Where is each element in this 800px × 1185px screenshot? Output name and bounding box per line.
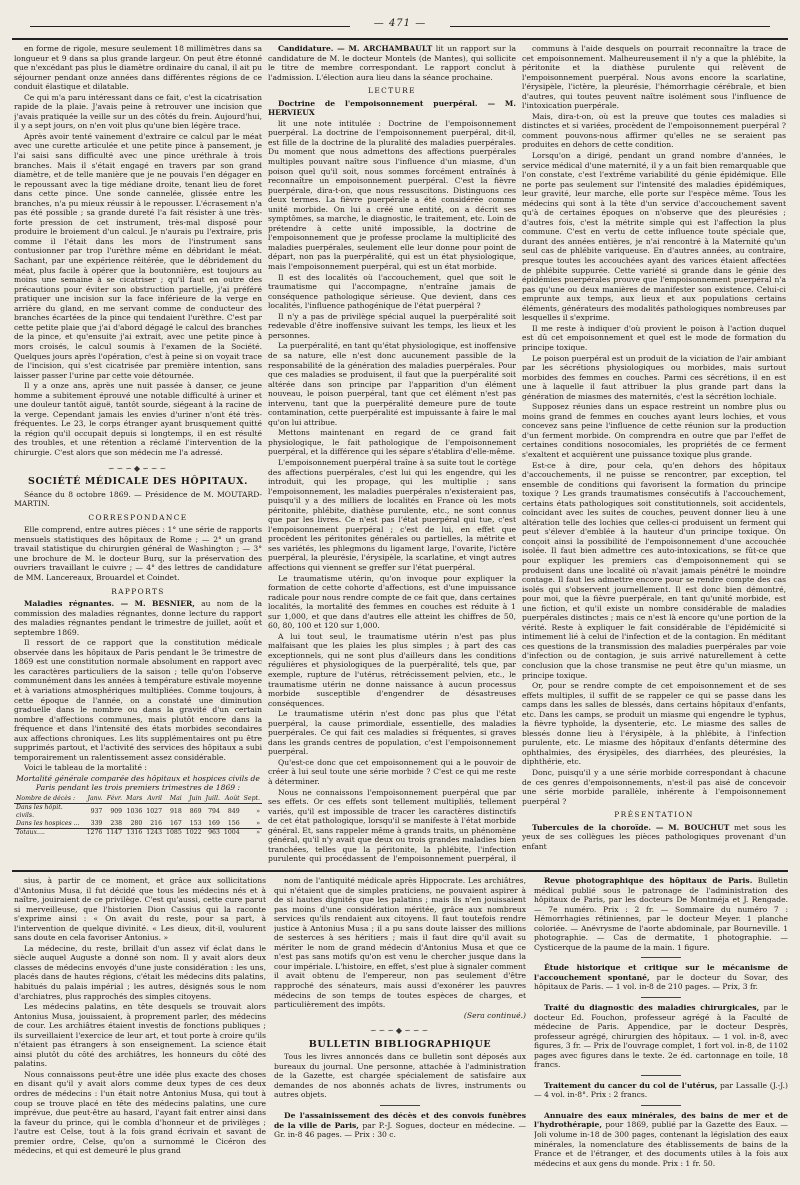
table-header-row (14, 795, 262, 804)
table-cell: 339 (90, 820, 103, 828)
divider (641, 997, 681, 998)
table-cell: 169 (208, 820, 220, 828)
paragraph: Voici le tableau de la mortalité : (24, 763, 147, 773)
table-header: Mars (126, 795, 143, 803)
bottom-column-1 (14, 876, 266, 1181)
table-row (14, 804, 262, 821)
table-row-total (14, 829, 262, 838)
session-line: Séance du 8 octobre 1869. — Présidence de M. MOUTARD-MARTIN. (14, 489, 262, 509)
table-cell: 1022 (185, 829, 202, 837)
paragraph: Il est des localités où l'accouchement, quel que soit le traumatisme qui l'accompagne, n'entraîne jamais de conséquence pathologique sérieuse. Que devient, dans ces localités, l'influence pathogénique de l'état puerpéral ? (268, 272, 516, 311)
paragraph: La médecine, du reste, brillait d'un assez vif éclat dans le siècle auquel Auguste a donné son nom. Il y avait alors deux classes de médecins envoyés d'une juste considération : les uns, placés dans de hautes régions, c'était les médecins dits palatins, habitués du palais impérial ; les autres, désignés sous le nom d'archiatres, plus rapprochés des simples citoyens. (14, 943, 266, 1001)
book-entry (534, 1003, 788, 1070)
paragraph: Le traumatisme utérin n'est donc pas plus que l'état puerpéral, la cause primordiale, essentielle, des maladies puerpérales. Ce qui fait ces maladies si fréquentes, si graves dans les grands centres de population, c'est l'empoisonnement puerpéral. (268, 709, 516, 757)
paragraph: Il ressort de ce rapport que la constitution médicale observée dans les hôpitaux de Paris pendant le 3e trimestre de 1869 est une constitution normale absolument en rapport avec les caractères particuliers de la saison ; telle qu'on l'observe communément dans les années à température estivale moyenne et à variations atmosphériques multipliées. Comme toujours, à cette époque de l'année, on a constaté une diminution graduelle dans le nombre ou dans la gravité d'un certain nombre d'affections communes, mais plutôt encore dans la fréquence et dans l'intensité des états morbides secondaires aux affections chroniques. Les lits supplémentaires ont pu être supprimés partout, et l'activité des services des hôpitaux a subi temporairement un ralentissement assez considérable. (14, 638, 262, 762)
divider (641, 1075, 681, 1076)
page-header (12, 18, 788, 36)
table-cell: 1004 (223, 829, 240, 837)
table-cell: 1027 (146, 808, 163, 816)
paragraph: Or, pour se rendre compte de cet empoisonnement et de ses effets multiples, il suffit de se rappeler ce qui se passe dans les camps dans les salles de blessés, dans certains hôpitaux d'enfants, etc. Dans les camps, se produit un miasme qui engendre le typhus, la fièvre typhoïde, la dysenterie, etc. Le miasme des salles de blessés donne lieu à l'érysipèle, à la phlébite, à l'infection purulente, etc. Le miasme des hôpitaux d'enfants détermine des ophthalmies, des érysipèles, des diarrhées, des pleurésies, la diphthérie, etc. (522, 681, 786, 767)
bulletin-title: BULLETIN BIBLIOGRAPHIQUE (308, 1038, 492, 1050)
book-details: pour 1869, publié par la Gazette des Eaux. — Joli volume in-18 de 300 pages, contenant la législation des eaux minérales, la nomenclature des établissements de bains de la France et de l'étranger, et des documents utiles à la fois aux médecins et aux gens du monde. Prix : 1 fr. 50. (534, 1120, 788, 1168)
table-row (14, 820, 262, 829)
table-header: Juill. (205, 795, 220, 803)
paragraph: Elle comprend, entre autres pièces : 1° une série de rapports mensuels statistiques des hôpitaux de Rome ; — 2° un grand travail statistique du chirurgien général de Washington ; — 3° une brochure de M. le docteur Burq, sur la préservation des ouvriers travaillant le cuivre ; — 4° des lettres de candidature de MM. Lancereaux, Brouardel et Coindet. (14, 525, 262, 582)
paragraph: Est-ce à dire, pour cela, qu'en dehors des hôpitaux d'accouchements, il ne puisse se rencontrer, par exception, tel ensemble de conditions qui favorisent la formation du principe toxique ? Les grands traumatismes consécutifs à l'accouchement, certains états pathologiques soit constitutionnels, soit accidentels, coïncidant avec les suites de couches, peuvent donner lieu à une altération telle des lochies que celles-ci produisent un ferment qui peut s'élever d'emblée à la hauteur d'un principe toxique. On conçoit ainsi la possibilité de l'empoisonnement d'une accouchée isolée. Il faut bien admettre ces auto-intoxications, se fût-ce que pour expliquer les premiers cas d'empoisonnement qui se produisent dans une localité où n'avait jamais pénétré le moindre contage. Il faut les admettre encore pour se rendre compte des cas isolés qui s'observent journellement. Il est donc bien démontré, pour moi, que la fièvre puerpérale, en tant qu'unité morbide, est une fiction, et qu'il existe un nombre considérable de maladies puerpérales distinctes ; mais ce n'est là encore qu'une portion de la vérité. Reste à expliquer le fait considérable de l'épidémicité si intimement lié à celui de l'infection et de la contagion. En méditant ces questions de la transmission des maladies puerpérales par voie d'infection ou de contagion, je suis arrivé naturellement à cette conclusion que la chose transmise ne peut être qu'un miasme, un principe toxique. (522, 460, 786, 680)
header-rule-left (30, 26, 350, 27)
book-entry (534, 963, 788, 992)
table-header: Avril (144, 795, 164, 804)
table-cell: 937 (90, 808, 103, 816)
society-title: SOCIÉTÉ MÉDICALE DES HÔPITAUX. (28, 476, 248, 488)
table-header: Août (222, 795, 242, 804)
table-cell: » (256, 808, 260, 816)
paragraph: Le traumatisme utérin, qu'on invoque pour expliquer la formation de cette cohorte d'affections, est d'une impuissance radicale pour nous rendre compte de ce fait que, dans certaines localités, la mortalité des femmes en couches est réduite à 1 sur 1,000, et que dans d'autres elle atteint les chiffres de 50, 60, 80, 100 et 120 sur 1,000. (268, 573, 516, 631)
mortality-table (14, 795, 262, 837)
table-header: Juin (184, 795, 204, 804)
correspondance-heading: CORRESPONDANCE (88, 512, 188, 522)
paragraph: Il me reste à indiquer d'où provient le poison à l'action duquel est dû cet empoisonnement et quel est le mode de formation du principe toxique. (522, 323, 786, 352)
table-cell: 794 (208, 808, 220, 816)
rapports-heading: RAPPORTS (111, 586, 165, 596)
paragraph: A lui tout seul, le traumatisme utérin n'est pas plus malfaisant que les plaies les plus simples ; à part des cas exceptionnels, qui ne sont plus d'ailleurs dans les conditions régulières et physiologiques de la puerpéralité, tels que, par exemple, rupture de l'utérus, rétrécissement pelvien, etc., le traumatisme utérin ne donne naissance à aucun processus morbide susceptible d'engendrer de désastreuses conséquences. (268, 631, 516, 708)
table-header: Févr. (104, 795, 124, 804)
table-cell: Totaux.... (14, 829, 85, 838)
book-entry (534, 1111, 788, 1168)
ornament-divider: ∽∽∽◆∽∽∽ (369, 1026, 431, 1036)
paragraph: sius, à partir de ce moment, et grâce aux sollicitations d'Antonius Musa, il fut décidé que tous les médecins nés et à naître, jouiraient de ce privilège. C'est qu'aussi, cette cure parut si merveilleuse, que l'historien Dion Cassius qui la raconte s'exprime ainsi : « On avait du reste, pour sa part, à l'intervention de quelque divinité. « Les dieux, dit-il, voulurent sans doute en cela favoriser Antonius. » (14, 876, 266, 943)
paragraph: Le poison puerpéral est un produit de la viciation de l'air ambiant par les sécrétions physiologiques ou morbides, mais surtout morbides des femmes en couches. Parmi ces sécrétions, il en est une à laquelle il faut attribuer la plus grande part dans la génération de miasmes des maternités, c'est la sécrétion lochiale. (522, 353, 786, 401)
presentation-text: met sous les yeux de ses collègues les pièces pathologiques provenant d'un enfant (522, 822, 786, 851)
candidature-lead: Candidature. — M. ARCHAMBAULT (278, 44, 433, 53)
paragraph: Lorsqu'on a dirigé, pendant un grand nombre d'années, le service médical d'une maternité, il y a un fait bien remarquable que l'on constate, c'est l'extrême variabilité du génie épidémique. Elle ne porte pas seulement sur l'intensité des maladies épidémiques, leur gravité, leur marche, elle porte sur l'espèce même. Tous les médecins qui sont à la tête d'un service d'accouchement savent qu'à de certaines époques on n'observe que des pleurésies ; d'autres fois, c'est la métrite simple qui est l'affection la plus commune. C'est en vertu de cette influence toute spéciale que, durant des années entières, je n'ai rencontré à la Maternité qu'un seul cas de phlébite variqueuse. En d'autres années, au contraire, presque toutes les accouchées ayant des varices étaient affectées de phlébite suppurée. Cette variété si grande dans le génie des épidémies puerpérales prouve que l'empoisonnement puerpéral n'a pas qu'une ou deux manières de manifester son existence. Celui-ci emprunte aux temps, aux lieux et aux populations certains éléments, générateurs des modalités pathologiques nombreuses par lesquelles il s'exprime. (522, 151, 786, 323)
paragraph: La puerpéralité, en tant qu'état physiologique, est inoffensive de sa nature, elle n'est donc aucunement passible de la responsabilité de la génération des maladies puerpérales. Pour que ces maladies se produisent, il faut que la puerpéralité soit altérée dans son principe par l'apparition d'un élément nouveau, le poison puerpéral, tant que cet élément n'est pas intervenu, tant que la puerpéralité demeure pure de toute contamination, cette puerpéralité est impuissante à faire le mal qu'on lui attribue. (268, 341, 516, 427)
table-cell: Dans les hôpit. civils. (16, 804, 63, 820)
bottom-column-2 (274, 876, 526, 1181)
column-2 (268, 44, 516, 864)
candidature-text: lit un rapport sur la candidature de M. le docteur Montels (de Mantes), qui sollicite le titre de membre correspondant. Le rapport conclut à l'admission. L'élection aura lieu dans la séance prochaine. (268, 44, 516, 82)
book-title: De l'assainissement des décès et des convois funèbres de la ville de Paris, (274, 1111, 526, 1130)
table-cell: 869 (189, 808, 202, 816)
paragraph (268, 44, 516, 82)
table-caption: Mortalité générale comparée des hôpitaux et hospices civils de Paris pendant les trois premiers trimestres de 1869 : (16, 773, 260, 793)
table-cell: » (242, 829, 262, 838)
paragraph: communs à l'aide desquels on pourrait reconnaître la trace de cet empoisonnement. Malheureusement il n'y a que la phlébite, la péritonite et la diathèse purulente qui relèvent de l'empoisonnement puerpéral. Nous avons encore la scarlatine, l'érysipèle, l'ictère, la pleurésie, l'hémorrhagie cérébrale, et bien d'autres, qui toutes peuvent naître isolément sous l'influence de l'intoxication puerpérale. (522, 44, 786, 111)
lecture-heading: LECTURE (368, 86, 416, 96)
table-header: Mai (164, 795, 184, 804)
table-cell: 849 (227, 808, 240, 816)
ornament-divider: ∽∽∽◆∽∽∽ (107, 463, 169, 473)
book-title: Revue photographique des hôpitaux de Paris. (544, 876, 753, 885)
table-cell: 1243 (146, 829, 163, 837)
table-cell: 156 (227, 820, 240, 828)
table-cell: 918 (169, 808, 182, 816)
book-entry (534, 1081, 788, 1100)
top-rule (12, 38, 788, 40)
paragraph: Tous les livres annoncés dans ce bulletin sont déposés aux bureaux du journal. Une personne, attachée à l'administration de la Gazette, est chargée spécialement de satisfaire aux demandes de nos abonnés achats de livres, instruments ou autres objets. (274, 1052, 526, 1100)
paragraph: Nous ne connaissons l'empoisonnement puerpéral que par ses effets. Or ces effets sont tellement multipliés, tellement variés, qu'il est impossible de tracer les caractères distinctifs de cet état pathologique, lorsqu'il se manifeste à l'état morbide général. Et, sans rappeler même à grands traits, un phénomène général, qu'il n'y avait que deux ou trois grandes maladies bien tranchées, telles que la péritonite, la phlébite, l'infection purulente qui procédassent de l'empoisonnement puerpéral, il (268, 787, 516, 864)
rapports-lead: Maladies régnantes. — M. BESNIER, (24, 599, 195, 609)
divider (641, 1105, 681, 1106)
book-details: par le docteur Ed. Fouchon, professeur agrégé à la Faculté de médecine de Paris. Appendice, par le docteur Desprès, professeur agrégé, chirurgien des hôpitaux. — 1 vol. in-8, avec figures, 3 fr. — Prix de l'ouvrage complet, 1 fort vol. in-8, de 1102 pages avec figures dans le texte. 2e éd. cartonnage en toile, 18 francs. (534, 1003, 788, 1070)
presentation-heading: PRÉSENTATION (614, 810, 694, 820)
paragraph: Qu'est-ce donc que cet empoisonnement qui a le pouvoir de créer à lui seul toute une série morbide ? C'est ce qui me reste à déterminer. (268, 757, 516, 787)
table-cell: 1147 (106, 829, 123, 837)
paragraph: L'empoisonnement puerpéral traîne à sa suite tout le cortège des affections puerpérales, c'est lui qui les engendre, qui les introduit, qui les propage, qui les multiplie ; sans l'empoisonnement, les maladies puerpérales n'existeraient pas, puisqu'il y a des milliers de localités en France où les mots péritonite, phlébite, diathèse purulente, etc., ne sont connus que par les livres. Ce n'est pas l'état puerpéral qui tue, c'est l'empoisonnement puerpéral ; c'est de lui, en effet que procèdent les péritonites générales ou partielles, la métrite et ses variétés, les phlegmons du ligament large, l'ovarite, l'ictère puerpéral, la pleurésie, l'érysipèle, la scarlatine, et vingt autres affections qui viennent se greffer sur l'état puerpéral. (268, 457, 516, 572)
book-title: Traitement du cancer du col de l'utérus, (544, 1080, 718, 1090)
paragraph: Il y a onze ans, après une nuit passée à danser, ce jeune homme a subitement éprouvé une notable difficulté à uriner et une douleur tantôt aiguë, tantôt sourde, siégeant à la racine de la verge. Cependant jamais les envies d'uriner n'ont été très-fréquentes. Le 23, le corps étranger ayant brusquement quitté la région qu'il occupait depuis si longtemps, il en est résulté des troubles, et une rétention a réclamé l'intervention de la chirurgie. C'est alors que son médecin me l'a adressé. (14, 381, 262, 457)
to-be-continued: (Sera continué.) (463, 1010, 526, 1020)
book-details: par P.-J. Sogues, docteur en médecine. — Gr. in-8 46 pages. — Prix : 30 c. (274, 1120, 526, 1140)
table-cell: 167 (169, 820, 182, 828)
presentation-lead: Tubercules de la choroïde. — M. BOUCHUT (532, 822, 730, 832)
rapports-text: au nom de la commission des maladies régnantes, donne lecture du rapport des maladies régnantes pendant le trimestre de juillet, août et septembre 1869. (14, 599, 262, 637)
paragraph: Supposez réunies dans un espace restreint un nombre plus ou moins grand de femmes en couches ayant leurs lochies, et vous concevez sans peine l'influence de cette réunion sur la production d'un ferment morbide. On comprendra en outre que par l'effet de certaines conditions nosocomiales, les propriétés de ce ferment s'exaltent et acquièrent une puissance toxique plus grande. (522, 402, 786, 459)
table-cell: 963 (204, 829, 222, 838)
table-cell: 216 (150, 820, 163, 828)
book-title: Annuaire des eaux minérales, des bains de mer et de l'hydrothérapie, (534, 1110, 788, 1130)
page-number: — 471 — (373, 18, 427, 29)
table-cell: 909 (110, 808, 123, 816)
book-details: par le docteur du Sovar, des hôpitaux de Paris. — 1 vol. in-8 de 210 pages. — Prix, 3 fr. (534, 972, 788, 992)
paragraph: nom de l'antiquité médicale après Hippocrate. Les archiâtres, qui n'étaient que de simples praticiens, ne pouvaient aspirer à de si hautes dignités que les palatins ; mais ils n'en jouissaient pas moins d'une considération méritée, grâce aux nombreux services qu'ils rendaient aux citoyens. Il faut toutefois rendre justice à Antonius Musa ; il a pu sans doute laisser des millions de sesterces à ses héritiers ; mais il faut dire qu'il avait su mériter le nom de grand médecin d'Antonius Musa et que ce n'est pas sans motifs qu'on est venu le chercher jusque dans la cour impériale. L'histoire, en effet, s'est plue à signaler comment il avait obtenu de l'empereur, non pas seulement d'être rapproché des sénateurs, mais aussi d'exonérer les pauvres médecins de son temps de toutes espèces de charges, et particulièrement des impôts. (274, 876, 526, 1010)
book-details: Bulletin médical publié sous le patronage de l'administration des hôpitaux de Paris, par les docteurs De Montméja et J. Rengade. — 7e numéro. Prix : 2 fr. — Sommaire du numéro 7 : Hémorrhagies rétiniennes, par le docteur Meyer. 1 planche coloriée. — Anévrysme de l'aorte abdominale, par Bourneville. 1 photographie. — Cas de dermatite, 1 photographie. — Cysticerque de la paume de la main. 1 figure. (534, 876, 788, 952)
column-3 (522, 44, 786, 864)
lecture-lead: Doctrine de l'empoisonnement puerpéral. — M. HERVIEUX (268, 98, 516, 118)
table-cell: 1316 (124, 829, 144, 838)
table-header: Nombre de décès : (14, 795, 85, 804)
paragraph: Mais, dira-t-on, où est la preuve que toutes ces maladies si distinctes et si variées, procèdent de l'empoisonnement puerpéral ? comment pouvons-nous affirmer qu'elles ne se seraient pas produites en dehors de cette condition. (522, 111, 786, 150)
book-title: Étude historique et critique sur le mécanisme de l'accouchement spontané, (534, 963, 788, 982)
paragraph: Les médecins palatins, en tête desquels se trouvait alors Antonius Musa, jouissaient, à proprement parler, des médecins de cour. Les archiâtres étaient investis de fonctions publiques ; ils surveillaient l'exercice de leur art, et tout porte à croire qu'ils n'étaient pas étrangers à son enseignement. La science était ainsi plutôt du côté des archiâtres, les honneurs du côté des palatins. (14, 1002, 266, 1069)
bottom-column-3 (534, 876, 788, 1181)
table-cell: 1085 (166, 829, 182, 837)
table-header: Janv. (85, 795, 105, 804)
paragraph: lit une note intitulée : Doctrine de l'empoisonnement puerpéral. La doctrine de l'empoisonnement puerpéral, dit-il, est fille de la doctrine de la pluralité des maladies puerpérales. Du moment que nous admettons des affections puerpérales multiples pouvant naître sous l'influence d'un miasme, d'un poison quel qu'il soit, nous sommes forcément entraînés à reconnaître un empoisonnement puerpéral. C'est la fièvre puerpérale, dira-t-on, que nous ressuscitons. Distinguons ces deux termes. La fièvre puerpérale a été considérée comme unité morbide. On lui a créé une entité, on a décrit ses symptômes, sa marche, le diagnostic, le traitement, etc. Loin de prétendre à cette unité impossible, la doctrine de l'empoisonnement que je professe proclame la multiplicité des maladies puerpérales, seulement elle leur donne pour point de départ, non pas la puerpéralité, qui est un état physiologique, mais l'empoisonnement puerpéral, qui est un état morbide. (268, 118, 516, 272)
table-cell: 1036 (126, 808, 143, 816)
table-cell: 1276 (86, 829, 103, 837)
paragraph (274, 1111, 526, 1140)
table-cell: » (256, 820, 260, 828)
table-header: Sept. (243, 795, 260, 803)
book-title: Traité du diagnostic des maladies chirurgicales, (544, 1003, 760, 1013)
paragraph: en forme de rigole, mesure seulement 18 millimètres dans sa longueur et 9 dans sa plus grande largeur. On peut être étonné que n'excédant pas plus le diamètre ordinaire du canal, il ait pu séjourner pendant onze années dans différentes régions de ce conduit élastique et dilatable. (14, 44, 262, 92)
divider (641, 957, 681, 958)
divider (380, 1105, 420, 1106)
paragraph: Ce qui m'a paru intéressant dans ce fait, c'est la cicatrisation rapide de la plaie. J'avais peine à retrouver une incision que j'avais pratiquée la veille sur un des côtés du frein. Aujourd'hui, il y a sept jours, on n'en voit plus qu'une bien légère trace. (14, 92, 262, 131)
paragraph: Après avoir tenté vainement d'extraire ce calcul par le méat avec une curette articulée et une petite pince à pansement, je l'ai saisi sans difficulté avec une pince uréthrale à trois branches. Mais il s'était engagé en travers par son grand diamètre, et de telle manière que je ne pouvais l'en dégager en le repoussant avec la tige médiane droite, tenant lieu de foret dans cette pince. Une sonde cannelée, glissée entre les branches, n'a pu mieux réussir à le repousser. L'écrasement n'a pas été possible ; sa grande dureté l'a fait résister à une très-forte pression de cet instrument, très-mal disposé pour produire le broiement d'un calcul. Je n'aurais pu l'extraire, pris comme il l'était dans les mors de l'instrument sans contusionner par trop l'urèthre même en débridant le méat. Sachant, par une expérience réitérée, que le débridement du méat, plus facile à opérer que la boutonnière, est toujours au moins une semaine à se cicatriser ; qu'il faut en outre des précautions pour éviter son obstruction partielle, j'ai préféré pratiquer une incision sur la face inférieure de la verge en arrière du gland, en me servant comme de conducteur des branches écartées de la pince qui tendaient l'urèthre. C'est par cette petite plaie que j'ai d'abord dégagé le calcul des branches de la pince, et qu'ensuite j'ai extrait, avec une petite pince à mors croisés, le calcul soumis à l'examen de la Société. Quelques jours après l'opération, c'est à peine si on voyait trace de l'incision, qui s'est cicatrisée par première intention, sans laisser passer l'urine par cette voie détournée. (14, 131, 262, 380)
paragraph (14, 599, 262, 637)
book-details: par Lassalle (J.-J.) — 4 vol. in-8°. Prix : 2 francs. (534, 1080, 788, 1100)
book-entry (534, 876, 788, 952)
paragraph: Nous connaissons peut-être une idée plus exacte des choses en disant qu'il y avait alors comme deux types de ces deux ordres de médecins : l'un était notre Antonius Musa, qui tout à coup se trouve placé en tête des médecins palatins, une cure imprévue, due peut-être au hasard, l'ayant fait entrer ainsi dans la faveur du prince, qui le combla d'honneur et de privilèges ; l'autre est Celse, tout à la fois grand écrivain et savant de premier ordre, Celse, qu'on a surnommé le Cicéron des médecins, et qui est demeuré le plus grand (14, 1069, 266, 1156)
paragraph (522, 823, 786, 852)
table-cell: 280 (130, 820, 143, 828)
table-cell: 153 (189, 820, 202, 828)
table-cell: 238 (110, 820, 123, 828)
paragraph: Mettons maintenant en regard de ce grand fait physiologique, le fait pathologique de l'empoisonnement puerpéral, et la différence qui les sépare s'établira d'elle-même. (268, 428, 516, 457)
paragraph: Donc, puisqu'il y a une série morbide correspondant à chacune de ces genres d'empoisonnements, n'est-il pas aisé de concevoir une série morbide parallèle, inhérente à l'empoisonnement puerpéral ? (522, 768, 786, 806)
feuilleton-rule (12, 870, 788, 872)
header-rule-right (450, 26, 770, 27)
paragraph: Il n'y a pas de privilège spécial auquel la puerpéralité soit redevable d'être inoffensive suivant les temps, les lieux et les personnes. (268, 311, 516, 340)
column-1 (14, 44, 262, 864)
table-cell: Dans les hospices ... (16, 820, 80, 828)
